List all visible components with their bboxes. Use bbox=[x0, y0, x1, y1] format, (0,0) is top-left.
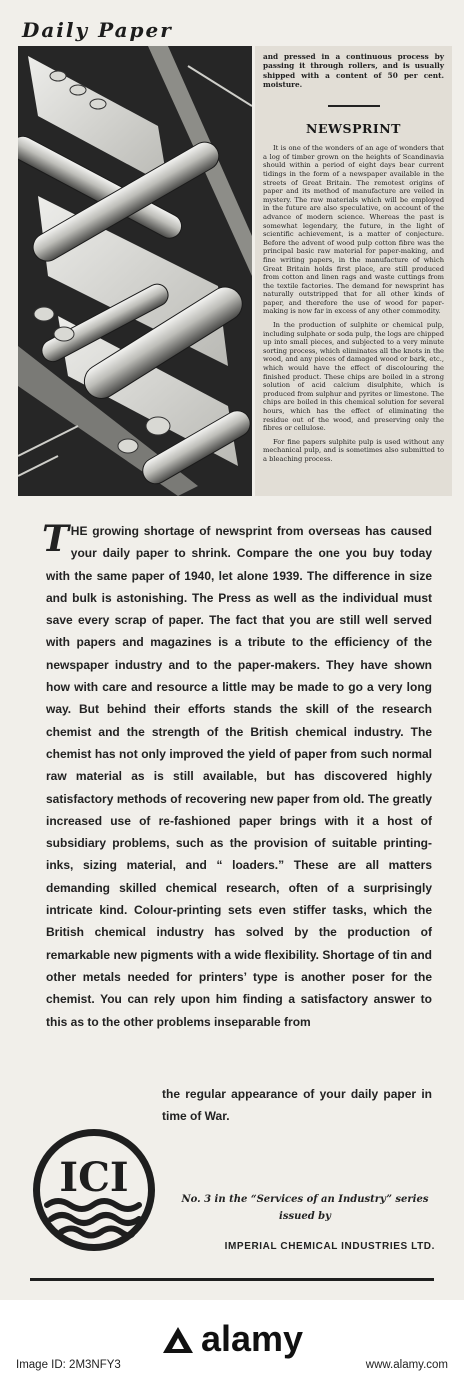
series-caption: No. 3 in the “Services of an Industry” series bbox=[181, 1194, 429, 1205]
paper-rollers-illustration bbox=[18, 46, 252, 496]
site-url[interactable]: www.alamy.com bbox=[365, 1359, 448, 1371]
closing-text: the regular appearance of your daily paper in time of War. bbox=[162, 1087, 432, 1124]
newsprint-sidebar bbox=[255, 46, 452, 496]
company-name: IMPERIAL CHEMICAL INDUSTRIES LTD. bbox=[224, 1241, 435, 1252]
ici-logo bbox=[29, 1125, 159, 1259]
sidebar-divider bbox=[328, 105, 380, 107]
body-text: HE growing shortage of newsprint from overseas has caused your daily paper to shrink. Compare the one you buy today with the same paper of 1940, let alone 1939. The difference in size and bulk is astonishing. The Press as well as the individual must save every scrap of paper. The fact that you are still well served with papers and magazines is a tribute to the efficiency of the newspaper industry and to the paper-makers. They have shown how with care and resource a little may be made to go a very long way. But behind their efforts stands the skill of the research chemist and the strength of the British chemical industry. The chemist has not only improved the yield of paper from such normal raw material as is still available, but has discovered highly satisfactory methods of recovering new paper from old. The greatly increased use of re-fashioned paper brings with it a host of subsidiary problems, such as the provision of suitable printing-inks, sizing material, and “ loaders.” These are all matters demanding skilled chemical research, often of a surprisingly intricate kind. Colour-printing sets even stiffer tasks, which the British chemical industry has solved by the production of remarkable new pigments with a wide flexibility. Shortage of tin and other metals needed for printers’ type is another poser for the chemist. You can rely upon him finding a satisfactory answer to this as to the other problems inseparable from bbox=[46, 524, 432, 1029]
paper-machine-photo bbox=[18, 46, 252, 496]
brand-wordmark bbox=[0, 1318, 464, 1360]
sidebar-paragraph: In the production of sulphite or chemical pulp, including sulphate or soda pulp, the logs are chipped up into small pieces, and subjected to a very minute sorting process, which eliminates all the knots in the wood, and any pieces of damaged wood or bark, etc., which would have the effect of discolouring the finished product. These chips are boiled in a strong solution of acid calcium disulphite, which is produced from sulphur and pyrites or limestone. The chips are boiled in this chemical solution for several hours, which has the effect of eliminating the residue out of the wood, and preserving only the fibres or cellulose. bbox=[263, 321, 444, 433]
sidebar-title: NEWSPRINT bbox=[306, 121, 401, 137]
main-body-copy bbox=[42, 518, 432, 1033]
sidebar-paragraph: For fine papers sulphite pulp is used without any mechanical pulp, and is sometimes also submitted to a bleaching process. bbox=[263, 437, 444, 463]
issued-by-caption: issued by bbox=[279, 1211, 331, 1222]
bottom-rule bbox=[30, 1278, 434, 1281]
svg-text:ICI: ICI bbox=[59, 1154, 129, 1201]
stock-watermark-bar bbox=[0, 1300, 464, 1390]
sidebar-paragraph: It is one of the wonders of an age of wonders that a log of timber grown on the heights of Scandinavia should within a period of eight days bear current tidings in the form of a newspaper available in the streets of Great Britain. The remotest origins of paper and its method of manufacture are veiled in mystery. The raw materials which will be employed in the future are also speculative, on account of the advance of modern science. Whereas the past is somewhat legendary, the future, in the light of scientific achievement, is a matter of conjecture. Before the advent of wood pulp cotton fibre was the principal basic raw material for paper-making, and fine writing papers, in the manufacture of which Great Britain holds first place, are still produced from cotton and linen rags and waste cuttings from the textile factories. The demand for newsprint has naturally outstripped that for all other kinds of paper, and therefore the use of wood for paper-making is now far in excess of any other commodity. bbox=[263, 144, 444, 316]
alamy-a-icon bbox=[161, 1325, 195, 1355]
brand-name: alamy bbox=[200, 1318, 304, 1359]
sidebar-lead-text: and pressed in a continuous process by passing it through rollers, and is usually shipped with a content of 50 per cent. moisture. bbox=[263, 52, 444, 89]
ici-logo-mark bbox=[29, 1125, 159, 1255]
image-id: Image ID: 2M3NFY3 bbox=[16, 1359, 121, 1371]
drop-cap: T bbox=[42, 518, 69, 560]
headline: Daily Paper bbox=[22, 18, 173, 42]
